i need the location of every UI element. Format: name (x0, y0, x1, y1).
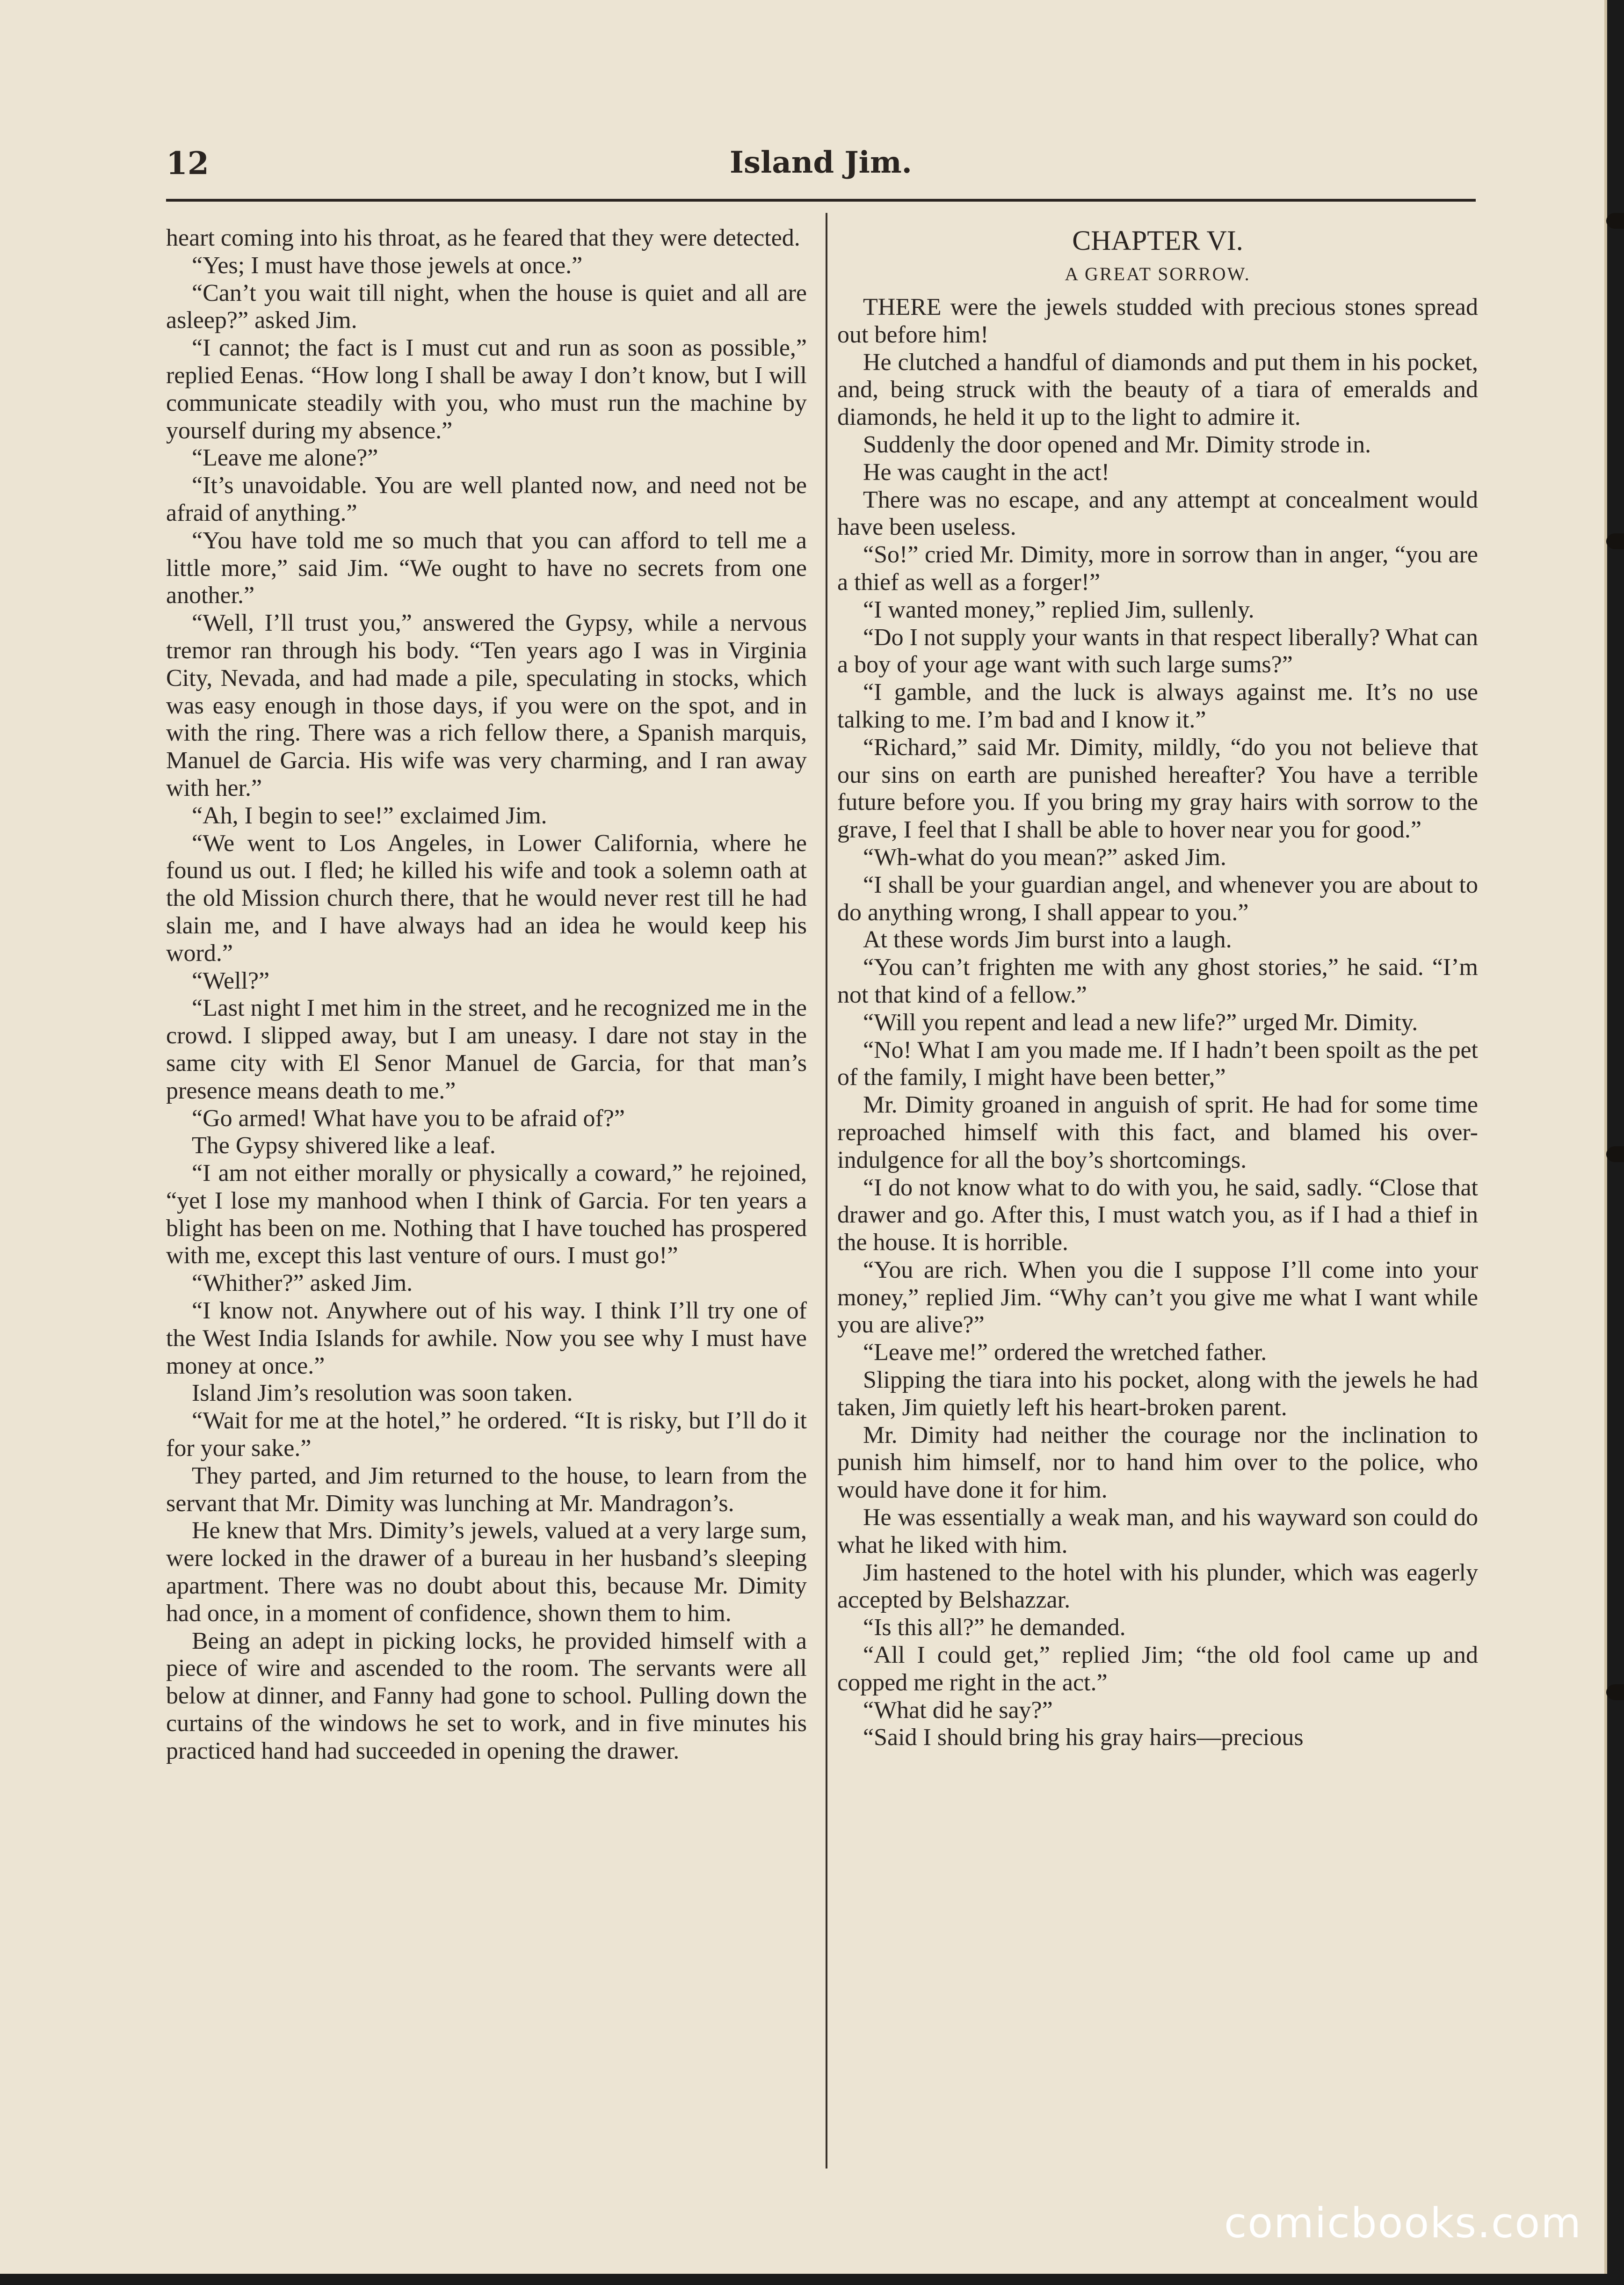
paragraph: There was no escape, and any attempt at concealment would have been useless. (837, 486, 1478, 541)
paragraph: At these words Jim burst into a laugh. (863, 926, 1232, 953)
paragraph: “You have told me so much that you can afford to tell me a little more,” said Jim. “We ought to have no secrets from one another.” (166, 527, 807, 609)
paragraph: “I gamble, and the luck is always against me. It’s no use talking to me. I’m bad and I know it.” (837, 679, 1478, 733)
binding-staple-mark (1606, 1146, 1624, 1162)
paragraph: “Whither?” asked Jim. (192, 1270, 413, 1297)
header-rule (166, 199, 1476, 202)
paragraph: Suddenly the door opened and Mr. Dimity strode in. (863, 431, 1371, 458)
paragraph: “I cannot; the fact is I must cut and run as soon as possible,” replied Eenas. “How long I shall be away I don’t know, but I will communicate steadily with you, who must run the machine by yourself during my absence.” (166, 335, 807, 444)
paragraph: Mr. Dimity groaned in anguish of sprit. He had for some time reproached himself with this fact, and blamed his over-indulgence for all the boy’s shortcomings. (837, 1092, 1478, 1173)
left-column (166, 225, 807, 1765)
binding-staple-mark (1606, 213, 1624, 229)
paragraph: “So!” cried Mr. Dimity, more in sorrow than in anger, “you are a thief as well as a forger!” (837, 541, 1478, 596)
paragraph: Slipping the tiara into his pocket, along with the jewels he had taken, Jim quietly left his heart-broken parent. (837, 1367, 1478, 1421)
chapter-subtitle: A GREAT SORROW. (1065, 263, 1251, 284)
paragraph: “Well?” (192, 967, 270, 994)
binding-staple-mark (1606, 1684, 1624, 1700)
running-title: Island Jim. (730, 145, 912, 180)
paragraph: “I wanted money,” replied Jim, sullenly. (863, 596, 1254, 623)
paragraph: Being an adept in picking locks, he provided himself with a piece of wire and ascended to the room. The servants were all below at dinner, and Fanny had gone to school. Pulling down the curtains of the windows he set to work, and in five minutes his practiced hand had succeeded in opening the drawer. (166, 1627, 807, 1764)
page-header (166, 145, 1476, 196)
paragraph: “Richard,” said Mr. Dimity, mildly, “do you not believe that our sins on earth are punished hereafter? You have a terrible future before you. If you bring my gray hairs with sorrow to the grave, I feel that I shall be able to hover near you for good.” (837, 734, 1478, 844)
paragraph: He was caught in the act! (863, 458, 1110, 486)
paragraph: “Leave me!” ordered the wretched father. (863, 1339, 1267, 1366)
paragraph: “You are rich. When you die I suppose I’ll come into your money,” replied Jim. “Why can’t you give me what I want while you are alive?” (837, 1256, 1478, 1339)
paragraph: “I do not know what to do with you, he said, sadly. “Close that drawer and go. After this, I must watch you, as if I had a thief in the house. It is horrible. (837, 1174, 1478, 1256)
paragraph: He was essentially a weak man, and his wayward son could do what he liked with him. (837, 1504, 1478, 1558)
paragraph: “We went to Los Angeles, in Lower California, where he found us out. I fled; he killed his wife and took a solemn oath at the old Mission church there, that he would never rest till he had slain me, and I have always had an idea he would keep his word.” (166, 830, 807, 967)
paragraph: THERE were the jewels studded with precious stones spread out before him! (837, 294, 1478, 348)
paragraph: Island Jim’s resolution was soon taken. (192, 1380, 573, 1407)
paragraph: “I know not. Anywhere out of his way. I think I’ll try one of the West India Islands for awhile. Now you see why I must have money at once.” (166, 1297, 807, 1379)
paragraph: “It’s unavoidable. You are well planted now, and need not be afraid of anything.” (166, 472, 807, 526)
paragraph: “Wh-what do you mean?” asked Jim. (863, 844, 1226, 871)
paragraph: “Leave me alone?” (192, 444, 378, 472)
paragraph: “No! What I am you made me. If I hadn’t been spoilt as the pet of the family, I might have been better,” (837, 1036, 1478, 1091)
paragraph: “I shall be your guardian angel, and whenever you are about to do anything wrong, I shall appear to you.” (837, 871, 1478, 926)
paragraph: “I am not either morally or physically a coward,” he rejoined, “yet I lose my manhood when I think of Garcia. For ten years a blight has been on me. Nothing that I have touched has prospered with me, except this last venture of ours. I must go!” (166, 1160, 807, 1269)
paragraph: “Yes; I must have those jewels at once.” (192, 252, 583, 279)
paragraph: “Said I should bring his gray hairs—precious (863, 1724, 1304, 1751)
paragraph: Jim hastened to the hotel with his plunder, which was eagerly accepted by Belshazzar. (837, 1559, 1478, 1614)
paragraph: He clutched a handful of diamonds and put them in his pocket, and, being struck with the beauty of a tiara of emeralds and diamonds, he held it up to the light to admire it. (837, 349, 1478, 431)
paragraph: The Gypsy shivered like a leaf. (192, 1132, 496, 1159)
paragraph: heart coming into his throat, as he feared that they were detected. (166, 225, 800, 251)
paragraph: He knew that Mrs. Dimity’s jewels, valued at a very large sum, were locked in the drawer of a bureau in her husband’s sleeping apartment. There was no doubt about this, because Mr. Dimity had once, in a moment of confidence, shown them to him. (166, 1517, 807, 1627)
paragraph: “Will you repent and lead a new life?” urged Mr. Dimity. (863, 1009, 1418, 1036)
paragraph: “You can’t frighten me with any ghost stories,” he said. “I’m not that kind of a fellow.” (837, 954, 1478, 1008)
paragraph: “What did he say?” (863, 1696, 1053, 1724)
paragraph: “Can’t you wait till night, when the house is quiet and all are asleep?” asked Jim. (166, 279, 807, 334)
binding-staple-mark (1606, 533, 1624, 549)
paragraph: “Do I not supply your wants in that respect liberally? What can a boy of your age want with such large sums?” (837, 624, 1478, 678)
right-column (837, 225, 1478, 1752)
paragraph: “Ah, I begin to see!” exclaimed Jim. (192, 802, 547, 829)
paragraph: “All I could get,” replied Jim; “the old fool came up and copped me right in the act.” (837, 1642, 1478, 1696)
watermark: comicbooks.com (1224, 2199, 1582, 2247)
paragraph: “Last night I met him in the street, and he recognized me in the crowd. I slipped away, but I am uneasy. I dare not stay in the same city with El Senor Manuel de Garcia, for that man’s presence means death to me.” (166, 995, 807, 1104)
paragraph: “Is this all?” he demanded. (863, 1614, 1126, 1641)
paragraph: “Go armed! What have you to be afraid of?” (192, 1105, 625, 1132)
paragraph: They parted, and Jim returned to the house, to learn from the servant that Mr. Dimity was lunching at Mr. Mandragon’s. (166, 1462, 807, 1517)
paragraph: Mr. Dimity had neither the courage nor the inclination to punish him himself, nor to hand him over to the police, who would have done it for him. (837, 1421, 1478, 1504)
paragraph: “Well, I’ll trust you,” answered the Gypsy, while a nervous tremor ran through his body. “Ten years ago I was in Virginia City, Nevada, and had made a pile, speculating in stocks, which was easy enough in those days, if you were on the spot, and in with the ring. There was a rich fellow there, a Spanish marquis, Manuel de Garcia. His wife was very charming, and I ran away with her.” (166, 610, 807, 801)
paragraph: “Wait for me at the hotel,” he ordered. “It is risky, but I’ll do it for your sake.” (166, 1407, 807, 1462)
chapter-title: CHAPTER VI. (1072, 225, 1243, 256)
column-divider (826, 213, 827, 2169)
page-number: 12 (166, 145, 209, 182)
